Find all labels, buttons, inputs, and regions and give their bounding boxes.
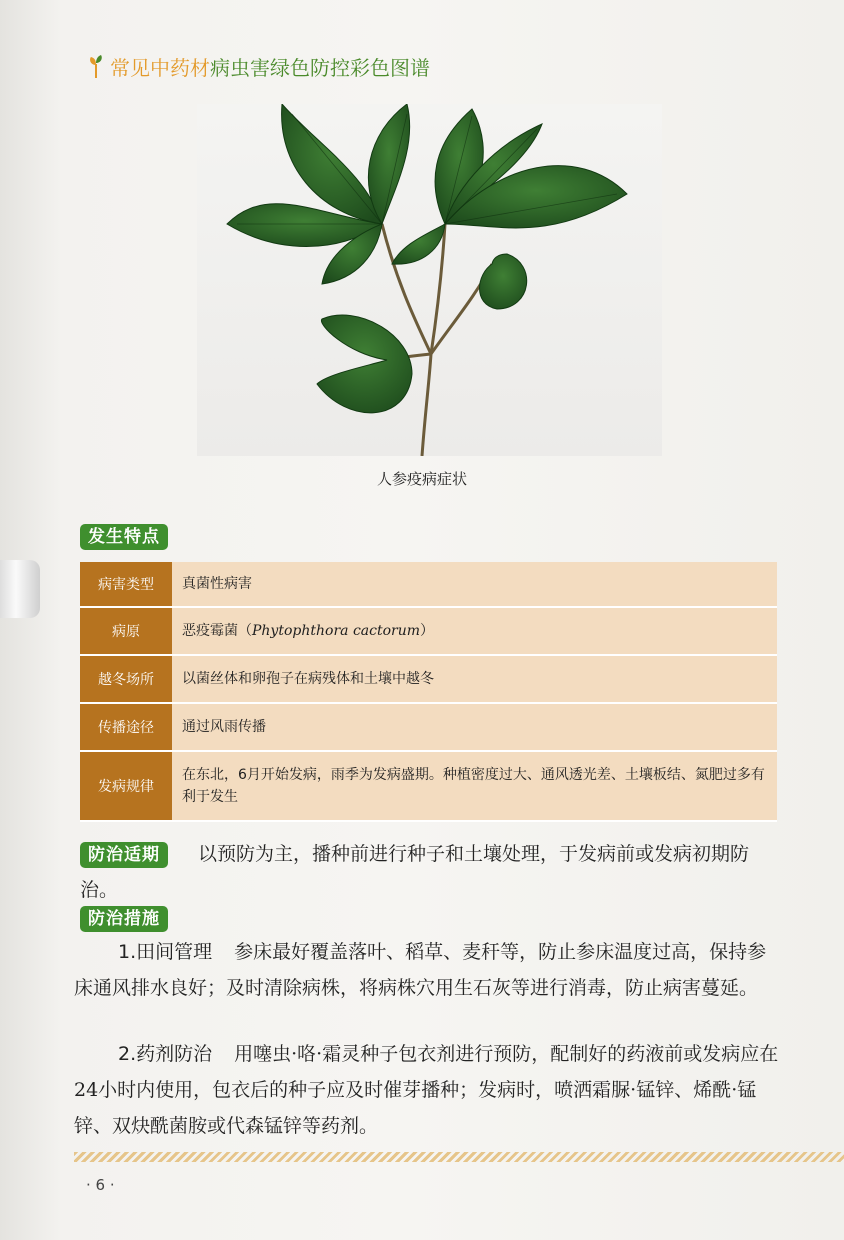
table-row	[80, 656, 777, 704]
measure-text: 用噻虫·咯·霜灵种子包衣剂进行预防，配制好的药液前或发病应在24小时内使用，包衣后的种子应及时催芽播种；发病时，喷洒霜脲·锰锌、烯酰·锰锌、双炔酰菌胺或代森锰锌等药剂。	[74, 1043, 779, 1137]
section-tag-occurrence: 发生特点	[80, 524, 168, 550]
sprout-icon	[88, 54, 104, 78]
measure-heading: 2.药剂防治	[118, 1043, 213, 1065]
row-value: 以菌丝体和卵孢子在病残体和土壤中越冬	[172, 656, 777, 702]
table-row	[80, 752, 777, 822]
row-label: 越冬场所	[80, 656, 172, 702]
measure-chemical-control	[74, 1036, 782, 1144]
ginseng-leaf-illustration	[197, 104, 662, 456]
pathogen-prefix: 恶疫霉菌（	[182, 623, 252, 639]
table-row	[80, 562, 777, 608]
row-value: 真菌性病害	[172, 562, 777, 606]
disease-info-table	[80, 562, 777, 822]
figure-caption: 人参疫病症状	[376, 470, 467, 488]
row-label: 传播途径	[80, 704, 172, 750]
timing-text: 以预防为主，播种前进行种子和土壤处理，于发病前或发病初期防治。	[80, 843, 750, 901]
section-tag-measures: 防治措施	[80, 906, 168, 932]
header-title-sub: 病虫害绿色防控彩色图谱	[210, 55, 430, 80]
running-header	[88, 50, 430, 82]
decorative-divider	[74, 1152, 844, 1162]
pathogen-suffix: ）	[420, 623, 435, 639]
page-number: · 6 ·	[86, 1176, 115, 1194]
page-clip	[0, 560, 40, 618]
row-label: 发病规律	[80, 752, 172, 820]
table-row	[80, 704, 777, 752]
header-title-main: 常见中药材	[110, 55, 210, 80]
measure-text: 参床最好覆盖落叶、稻草、麦秆等，防止参床温度过高，保持参床通风排水良好；及时清除病株，将病株穴用生石灰等进行消毒，防止病害蔓延。	[74, 941, 767, 999]
row-label: 病害类型	[80, 562, 172, 606]
row-value: 在东北，6月开始发病，雨季为发病盛期。种植密度过大、通风透光差、土壤板结、氮肥过多有利于发生	[172, 752, 777, 820]
row-value	[172, 608, 777, 654]
pathogen-latin-name: Phytophthora cactorum	[252, 623, 421, 639]
measure-field-management	[74, 934, 782, 1006]
ginseng-photo	[197, 104, 662, 456]
row-value: 通过风雨传播	[172, 704, 777, 750]
table-row	[80, 608, 777, 656]
row-label: 病原	[80, 608, 172, 654]
measure-heading: 1.田间管理	[118, 941, 213, 963]
section-tag-timing: 防治适期	[80, 842, 168, 868]
